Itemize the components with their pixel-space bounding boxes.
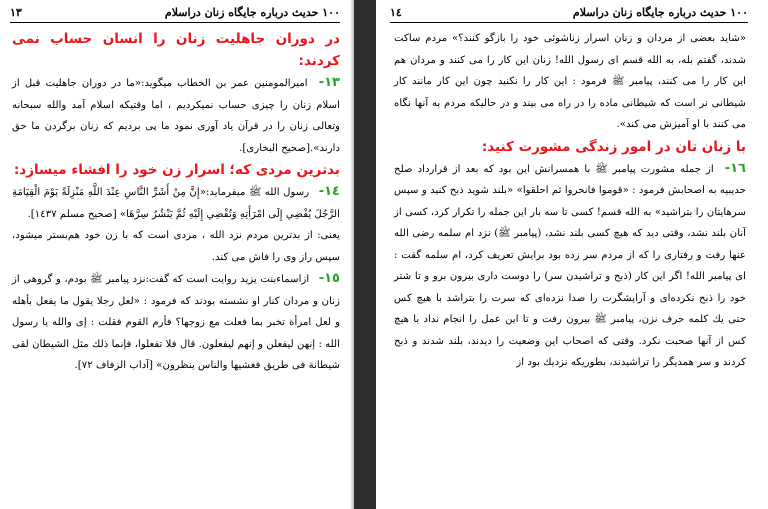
section-heading: با زنان تان در امور زندگى مشورت كنيد: — [481, 138, 746, 155]
page-header — [390, 6, 748, 23]
hadith-number: ١٤- — [318, 184, 340, 199]
hadith-number: ١٥- — [318, 271, 340, 286]
hadith-text: اميرالمومنين عمر بن الخطاب ميگويد:«ما در دوران جاهليت قبل از اسلام زنان را چيزى حساب نميكرديم ، اما وقتيكه اسلام آمد والله سبحانه وتعالى زنان را در قرآن ياد آورى نمود ما پى برديم كه زنان برگردن ما حق دارند».[صحيح البخارى]. — [12, 78, 340, 154]
hadith-number: ١٦- — [724, 160, 746, 176]
hadith-number: ١٣- — [318, 75, 340, 90]
page-body — [12, 28, 340, 377]
page-body — [394, 28, 746, 374]
book-gutter — [354, 0, 376, 509]
paragraph: «شايد بعضى از مردان و زنان اسرار زناشوئى خود را بازگو كنند؟» مردم ساكت شدند، گفتم بله، به الله قسم اى رسول الله! زنان اين كار را مى كنند و مردان هم اين كار را مى كنند، پيامبر ﷺ فرمود : اين كار را نكنيد چون اين كار مانند كار شيطانى نر است كه شيطانى ماده را در راه مى بيند و در حاليكه مردم به آنها نگاه مى كنند با او آميزش مى كند». — [394, 33, 746, 130]
hadith-13 — [12, 72, 340, 159]
hadith-14 — [12, 181, 340, 225]
hadith-text: از جمله مشورت پيامبر ﷺ با همسرانش اين بود كه بعد از قرارداد صلح حديبيه به اصحابش فرمود : «قوموا فانحروا ثم احلقوا» «بلند شويد ذبح كنيد و سپس سرهايتان را بتراشيد» به الله قسم! كسى تا سه بار اين جمله را تكرار كرد، كسى از آنان بلند نشد، وقتى ديد كه هيچ كسى بلند نشد، (پيامبر ﷺ) نزد ام سلمه رضى الله عنها رفت و رفتارى را كه از مردم سر زده بود برايش تعريف كرد، ام سلمه گفت : اى پيامبر الله! اگر اين كار (ذبح و تراشيدن سر) را دوست دارى بيرون برو و تا شتر خود را ذبح نكرده‌اى و آرايشگرت را صدا نزده‌اى كه سرت را بتراشد با هيچ كس حتى يك كلمه حرف نزن، پيامبر ﷺ بيرون رفت و تا اين عمل را انجام نداد با هيچ كس از آنها صحبت نكرد. وقتى كه اصحاب اين وضعيت را ديدند، بلند شدند و ذبح كردند و سر همديگر را تراشيدند، بطوريكه نزديك بود از — [394, 163, 746, 368]
page-header — [10, 6, 340, 23]
left-page — [0, 0, 354, 509]
page-number: ١٣ — [10, 6, 22, 19]
hadith-text: ازاسماءبنت يزيد روايت است كه گفت:نزد پيامبر ﷺ بودم، و گروهى از زنان و مردان كنار او نشسته بودند كه فرمود : «لعل رجلا يقول ما يفعل بأهله و لعل امرأة تخبر بما فعلت مع زوجها؟ فأرم القوم فقلت : إى والله يا رسول الله : إنهن ليفعلن و إنهم ليفعلون. قال فلا تفعلوا، فإنما ذلك مثل الشيطان لقى شيطانة فى طريق فغشيها والناس ينظرون» [آداب الزفاف ٧٢]. — [12, 274, 340, 371]
page-number: ١٤ — [390, 6, 402, 19]
hadith-translation: يعنى: از بدترين مردم نزد الله ، مردى است كه با زن خود هم‌بستر ميشود، سپس راز وى را فاش مى كند. — [12, 230, 340, 263]
header-title: ١٠٠ حديث درباره جايگاه زنان دراسلام — [164, 6, 340, 19]
hadith-15 — [12, 268, 340, 377]
header-title: ١٠٠ حديث درباره جايگاه زنان دراسلام — [572, 6, 748, 19]
right-page — [376, 0, 768, 509]
hadith-16 — [394, 158, 746, 374]
section-heading: بدترين مردى كه؛ اسرار زن خود را افشاء ميسازد: — [13, 162, 340, 178]
section-heading: در دوران جاهليت زنان را انسان حساب نمى كردند: — [12, 31, 340, 69]
hadith-text: رسول الله ﷺ ميفرمايد:«إِنَّ مِنْ أَشَرِّ النَّاسِ عِنْدَ اللَّهِ مَنْزِلَةً يَوْمَ الْقِيَامَةِ الرَّجُلَ يُفْضِي إِلَى امْرَأَتِهِ وَتُفْضِي إِلَيْهِ ثُمَّ يَنْشُرُ سِرَّهَا» [صحيح مسلم ١٤٣٧]. — [12, 187, 340, 220]
